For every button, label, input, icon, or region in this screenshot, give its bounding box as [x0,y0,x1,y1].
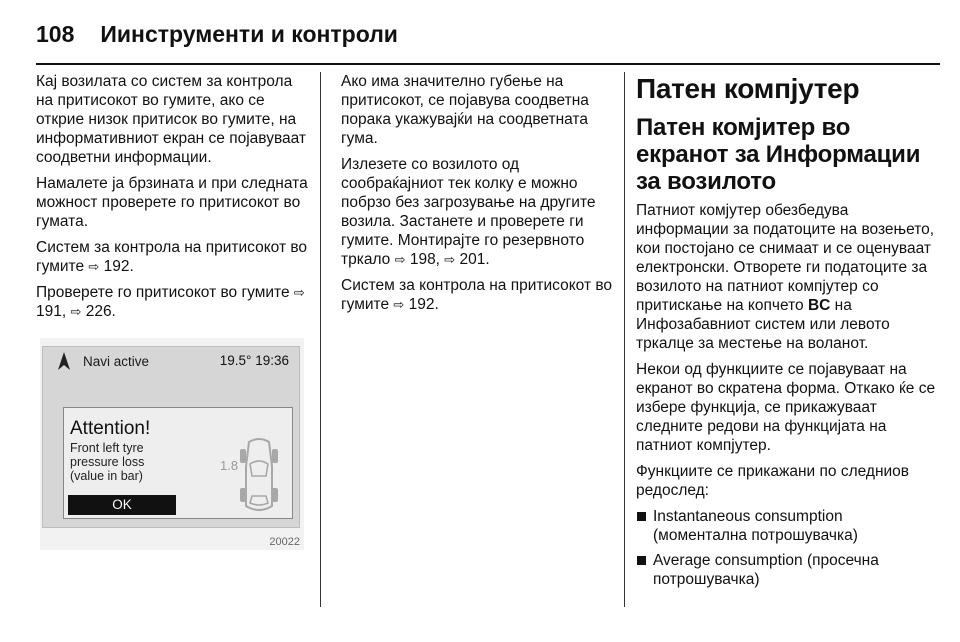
warning-title: Attention! [70,418,151,439]
column-middle [341,72,613,321]
page-reference[interactable]: 192. [99,258,134,275]
paragraph [341,155,613,269]
page-title: Иинструменти и контроли [100,20,398,47]
page-reference-arrow-icon: ⇨ [394,252,406,267]
paragraph [36,283,308,321]
paragraph-text: Систем за контрола на притисокот во гумите [341,277,613,313]
bc-button-label: BC [807,297,831,314]
navigation-arrow-icon [57,351,71,371]
paragraph-text: Излезете со возилото од сообраќајниот тек колку е можно побрзо без загрозување на другите возила. Застанете и проверете ги гумите. Монтирајте го резервното тркало [341,156,596,268]
ok-button[interactable]: OK [68,495,176,515]
column-divider-right [624,72,625,607]
paragraph-text: Систем за контрола на притисокот во гумите [36,239,308,275]
paragraph-text: Проверете го притисокот во гумите [36,284,294,301]
paragraph: Кај возилата со систем за контрола на притисокот во гумите, ако се открие низок притисок во гумите, на информативниот екран се појавуваат соодветни информации. [36,73,307,166]
tyre-pressure-value: 1.8 [220,458,239,473]
display-figure [40,338,304,550]
warning-dialog [63,407,293,519]
subsection-heading: Патен комјитер во екранот за Информации за возилото [636,114,921,195]
car-top-view-icon [236,436,282,516]
page-reference-arrow-icon: ⇨ [88,259,100,274]
page-reference[interactable]: 201. [455,251,490,268]
column-divider-left [320,72,321,607]
page-reference-arrow-icon: ⇨ [444,252,456,267]
page-reference[interactable]: 191, [36,303,71,320]
column-left [36,72,308,328]
paragraph: Намалете ја брзината и при следната можност проверете го притисокот во гумата. [36,175,308,230]
paragraph [636,201,936,353]
info-display-screen [42,346,300,528]
warning-message: Front left tyre pressure loss (value in bar) [70,441,145,483]
paragraph: Некои од функциите се појавуваат на екранот во скратена форма. Откако ќе се избере функција, се прикажуваат следните редови на функцијата на патниот компјутер. [636,361,936,454]
paragraph: Функциите се прикажани по следниов редослед: [636,463,910,499]
page-reference-arrow-icon: ⇨ [393,297,405,312]
temperature-time-readout: 19.5° 19:36 [219,353,289,368]
header-divider [36,63,940,65]
section-heading: Патен компјутер [636,73,860,104]
list-item: Instantaneous consumption (моментална потрошувачка) [636,507,936,545]
page-reference-arrow-icon: ⇨ [70,304,82,319]
paragraph [341,276,613,314]
paragraph: Ако има значително губење на притисокот, се појавува соодветна порака укажувајќи на соодветната гума. [341,73,589,147]
page-reference-arrow-icon: ⇨ [293,285,305,300]
page-reference[interactable]: 198, [405,251,445,268]
function-list [636,507,936,589]
page-reference[interactable]: 226. [81,303,116,320]
page-reference[interactable]: 192. [404,296,439,313]
page-header [36,14,398,54]
list-item: Average consumption (просечна потрошувачка) [636,551,936,589]
paragraph-text: на Инфозабавниот систем или левото тркалце за местење на воланот. [636,297,890,352]
page-number: 108 [36,20,75,47]
column-right [636,72,936,595]
paragraph-text: Патниот комјутер обезбедува информации за податоците на возењето, кои постојано се снимаат и се оценуваат електронски. Отворете ги податоците за возилото на патниот компјутер со притискање на копчето [636,202,935,314]
figure-code: 20022 [269,536,300,548]
paragraph [36,238,308,276]
nav-status-label: Navi active [83,353,150,369]
